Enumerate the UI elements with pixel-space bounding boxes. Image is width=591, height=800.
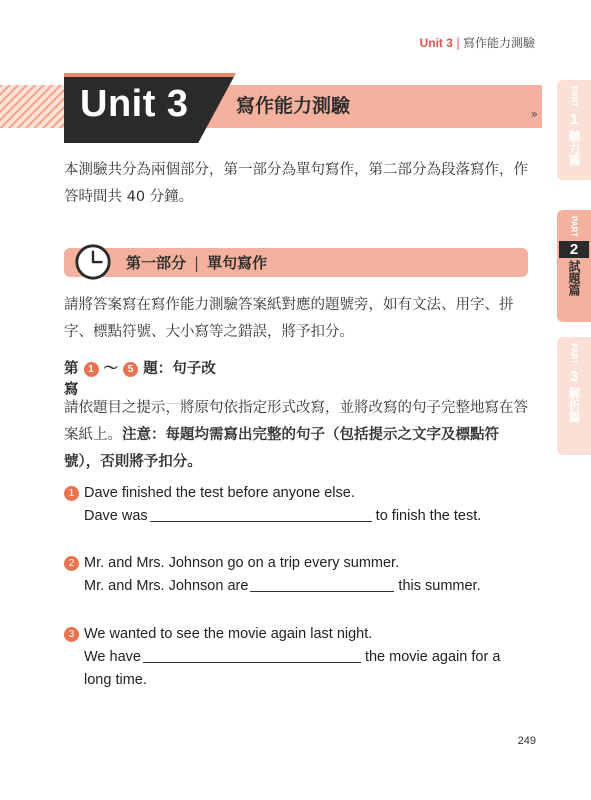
question-range-tilde: ～ — [103, 361, 119, 377]
unit-label: Unit 3 — [80, 83, 189, 125]
intro-paragraph: 本測驗共分為兩個部分，第一部分為單句寫作，第二部分為段落寫作，作答時間共 40 分鐘。 — [64, 162, 528, 205]
page-number: 249 — [517, 735, 536, 747]
rewrite-prompt — [84, 505, 524, 528]
number-badge-5: 5 — [123, 362, 138, 377]
side-tab-label: 解析篇 — [567, 387, 581, 424]
prompt-after: the movie again for a long time. — [84, 649, 501, 688]
side-tab-label: 聽力篇 — [567, 130, 581, 167]
rewrite-prompt — [84, 646, 514, 692]
side-tab-part-label: PART — [569, 216, 579, 238]
side-tab-part-3[interactable] — [557, 337, 591, 455]
instruction-note: 注意：每題均需寫出完整的句子（包括提示之文字及標點符號），否則將予扣分。 — [64, 427, 499, 470]
side-tab-number: 2 — [559, 241, 589, 258]
question-item — [64, 623, 524, 692]
question-item — [64, 482, 524, 528]
unit-banner — [64, 73, 542, 143]
instruction-text: 請依題目之提示，將原句依指定形式改寫，並將改寫的句子完整地寫在答案紙上。 — [64, 400, 528, 443]
side-tab-label: 試題篇 — [567, 260, 581, 297]
side-tab-part-label: PART — [569, 86, 579, 108]
question-number-badge: 1 — [64, 486, 79, 501]
question-number-badge: 3 — [64, 627, 79, 642]
answer-blank — [143, 648, 361, 663]
original-sentence: We wanted to see the movie again last night. — [84, 626, 373, 642]
clock-icon — [74, 243, 112, 281]
answer-blank — [250, 577, 394, 592]
number-badge-1: 1 — [84, 362, 99, 377]
instruction-paragraph-2 — [64, 395, 534, 476]
running-header — [420, 34, 535, 51]
running-header-separator: | — [455, 36, 460, 50]
side-tab-part-1[interactable] — [557, 80, 591, 180]
side-tab-part-2[interactable] — [557, 210, 591, 322]
double-chevron-icon: » — [530, 107, 538, 121]
section-title — [126, 252, 267, 273]
question-range-prefix: 第 — [64, 361, 79, 377]
prompt-after: this summer. — [398, 578, 481, 594]
prompt-before: Mr. and Mrs. Johnson are — [84, 578, 249, 594]
prompt-after: to finish the test. — [375, 508, 482, 524]
section-name: 第一部分 — [126, 254, 187, 272]
running-header-unit: Unit 3 — [419, 36, 453, 50]
section-subtitle: 單句寫作 — [207, 254, 268, 272]
question-item — [64, 552, 524, 598]
unit-title: 寫作能力測驗 — [236, 95, 351, 117]
answer-blank — [150, 507, 372, 522]
original-sentence: Dave finished the test before anyone else. — [84, 485, 355, 501]
prompt-before: Dave was — [84, 508, 148, 524]
rewrite-prompt — [84, 575, 524, 598]
running-header-title: 寫作能力測驗 — [462, 36, 535, 50]
section-banner — [64, 248, 528, 277]
side-tab-number: 1 — [569, 111, 579, 129]
side-tab-part-label: PART — [569, 343, 579, 365]
side-tab-number: 3 — [569, 368, 579, 386]
prompt-before: We have — [84, 649, 141, 665]
question-range-suffix: 題：句子改寫 — [64, 361, 216, 398]
section-separator: | — [194, 254, 200, 272]
instruction-paragraph-1: 請將答案寫在寫作能力測驗答案紙對應的題號旁，如有文法、用字、拼字、標點符號、大小寫等之錯誤，將予扣分。 — [64, 297, 514, 340]
original-sentence: Mr. and Mrs. Johnson go on a trip every summer. — [84, 555, 400, 571]
question-number-badge: 2 — [64, 556, 79, 571]
